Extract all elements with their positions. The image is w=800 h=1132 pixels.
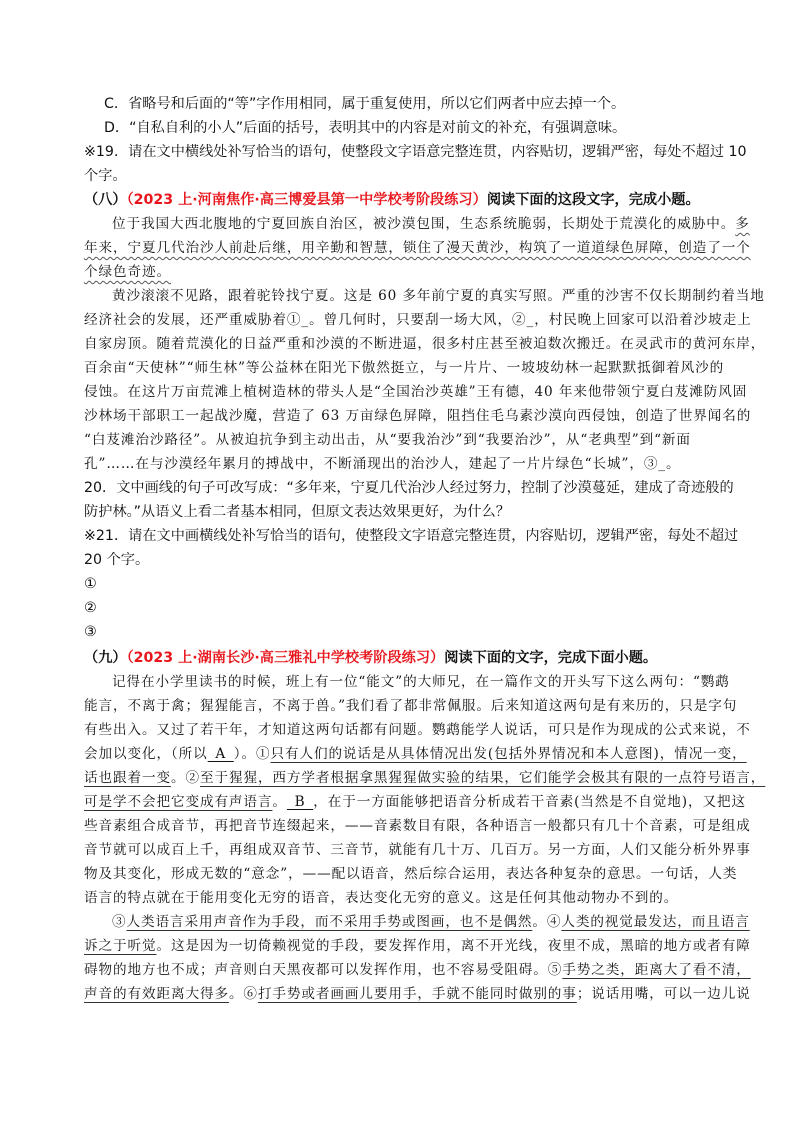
section-8-header: [84, 188, 732, 212]
section-8-instruction: 阅读下面的这段文字，完成小题。: [486, 192, 700, 208]
underlined-sentence-6: 打手势或者画画儿要用手，手就不能同时做别的事: [257, 986, 577, 1002]
section-8-p2-line: 经济社会的发展，还严重威胁着①_。曾几何时，只要刮一场大风，②_，村民晚上回家可以沿着沙坡走上: [84, 312, 752, 328]
section-9-p1-line: 音节就可以成百上千，再组成双音节、三音节，就能有几十万、几百万。另一方面，人们又能分析外界事: [84, 842, 751, 858]
section-9-header: [84, 646, 732, 670]
q21-answer-blank-3[interactable]: ③: [84, 624, 97, 640]
section-9-p1-line: 能言，不离于禽；猩猩能言，不离于兽。”我们看了都非常佩服。后来知道这两句是有来历的，只是字句: [84, 698, 738, 714]
underlined-sentence-2: 至于猩猩，西方学者根据拿黑猩猩做实验的结果，它们能学会极其有限的一点符号语言，: [199, 770, 766, 786]
section-8-p1-line: 位于我国大西北腹地的宁夏回族自治区，被沙漠包围，生态系统脆弱，长期处于荒漠化的威胁中。多: [112, 216, 750, 232]
underlined-sentence-5: 手势之类，距离大了看不清，: [562, 962, 751, 978]
underlined-sentence-4: 诉之于听觉: [84, 938, 157, 954]
underlined-sentence-2: 可是学不会把它变成有声语言: [84, 794, 273, 810]
section-9-p1-line: 语言的特点就在于能用变化无穷的语音，表达变化无穷的意义。这是任何其他动物办不到的。: [84, 890, 679, 906]
underlined-sentence-4: 人类的视觉最发达，而且语言: [561, 914, 750, 930]
wavy-underline: 多: [735, 216, 750, 232]
section-8-p1-line: [84, 260, 732, 284]
section-8-p2-line: 沙林场干部职工一起战沙魔，营造了 63 万亩绿色屏障，阻挡住毛乌素沙漠向西侵蚀，创造了世界闻名的: [84, 408, 752, 424]
section-9-p1-line: 记得在小学里读书的时候，班上有一位“能文”的大师兄，在一篇作文的开头写下这么两句：“鹦鹉: [112, 674, 730, 690]
q21-prompt: ※21．请在文中画横线处补写恰当的语句，使整段文字语意完整连贯，内容贴切，逻辑严密，每处不超过: [84, 528, 739, 544]
section-9-p2-line: 碍物的地方也不成；声音则白天黑夜都可以发挥作用，也不容易受阻碍。⑤手势之类，距离大了看不清，: [84, 962, 751, 978]
section-9-source: （2023 上·湖南长沙·高三雅礼中学校考阶段练习）: [126, 650, 445, 666]
section-9-p1-line: 物及其变化，形成无数的“意念”，——配以语音，然后综合运用，表达各种复杂的意思。一句话，人类: [84, 866, 738, 882]
underlined-sentence-5: 声音的有效距离大得多: [84, 986, 229, 1002]
section-8-p1-line: [84, 236, 751, 260]
q21-answer-blank-2[interactable]: ②: [84, 600, 97, 616]
section-9-p1-line: 有些出入。又过了若干年，才知道这两句话都有问题。鹦鹉能学人说话，可只是作为现成的公式来说，不: [84, 722, 751, 738]
section-8-p2-line: “白芨滩治沙路径”。从被迫抗争到主动出击，从“要我治沙”到“我要治沙”，从“老典型”到“新面: [84, 432, 691, 448]
q18-option-c: C．省略号和后面的“等”字作用相同，属于重复使用，所以它们两者中应去掉一个。: [104, 96, 626, 112]
q21-prompt-cont: 20 个字。: [84, 552, 150, 568]
section-9-p1-line: 些音素组合成音节，再把音节连缀起来，——音素数目有限，各种语言一般都只有几十个音素，可是组成: [84, 818, 751, 834]
blank-b[interactable]: B: [286, 794, 314, 810]
section-9-p2-line: 诉之于听觉。这是因为一切倚赖视觉的手段，要发挥作用，离不开光线，夜里不成，黑暗的地方或者有障: [84, 938, 751, 954]
section-8-p2-line: 孔”……在与沙漠经年累月的搏战中，不断涌现出的治沙人，建起了一片片绿色“长城”，③_。: [84, 456, 681, 472]
section-8-p2-line: 自家房顶。随着荒漠化的日益严重和沙漠的不断进逼，很多村庄甚至被迫数次搬迁。在灵武市的黄河东岸，: [84, 336, 766, 352]
section-9-p1-line: 可是学不会把它变成有声语言。 B ，在于一方面能够把语音分析成若干音素(当然是不自觉地)，又把这: [84, 794, 746, 810]
q19-prompt-cont: 个字。: [84, 168, 127, 184]
wavy-underline: 年来，宁夏几代治沙人前赴后继，用辛勤和智慧，锁住了漫天黄沙，构筑了一道道绿色屏障，创造了一个: [84, 240, 751, 256]
section-8-p2-line: 黄沙滚滚不见路，跟着驼铃找宁夏。这是 60 多年前宁夏的真实写照。严重的沙害不仅长期制约着当地: [112, 288, 765, 304]
section-8-source: （2023 上·河南焦作·高三博爱县第一中学校考阶段练习）: [126, 192, 487, 208]
section-8-p2-line: 百余亩“天使林”“师生林”等公益林在阳光下傲然挺立，与一片片、一坡坡幼林一起默默抵御着风沙的: [84, 360, 725, 376]
section-9-p2-line: ③人类语言采用声音作为手段，而不采用手势或图画，也不是偶然。④人类的视觉最发达，而且语言: [112, 914, 750, 930]
section-9-number: （九）: [84, 650, 127, 666]
section-8-p2-line: 侵蚀。在这片万亩荒滩上植树造林的带头人是“全国治沙英雄”王有德，40 年来他带领宁夏白芨滩防风固: [84, 384, 748, 400]
section-9-p1-line: 话也跟着一变。②至于猩猩，西方学者根据拿黑猩猩做实验的结果，它们能学会极其有限的一点符号语言，: [84, 770, 766, 786]
underlined-sentence-1: 话也跟着一变: [84, 770, 171, 786]
q20-prompt: 20．文中画线的句子可改写成：“多年来，宁夏几代治沙人经过努力，控制了沙漠蔓延，建成了奇迹般的: [84, 480, 734, 496]
section-8-number: （八）: [84, 192, 127, 208]
wavy-underline: 个绿色奇迹。: [84, 264, 171, 280]
underlined-sentence-1: 只有人们的说话是从具体情况出发(包括外界情况和本人意图)，情况一变，: [270, 746, 747, 762]
q18-option-d: D．“自私自利的小人”后面的括号，表明其中的内容是对前文的补充，有强调意味。: [104, 120, 627, 136]
document-content: [84, 92, 766, 1006]
section-9-instruction: 阅读下面的文字，完成下面小题。: [444, 650, 658, 666]
section-9-p1-line: 会加以变化，（所以 A ）。①只有人们的说话是从具体情况出发(包括外界情况和本人意图)，情况一变，: [84, 746, 747, 762]
q19-prompt: ※19．请在文中横线处补写恰当的语句，使整段文字语意完整连贯，内容贴切，逻辑严密，每处不超过 10: [84, 144, 747, 160]
q21-answer-blank-1[interactable]: ①: [84, 576, 97, 592]
blank-a[interactable]: A: [207, 746, 234, 762]
underlined-sentence-3: 人类语言采用声音作为手段，而不采用手势或图画，也不是偶然: [126, 914, 533, 930]
q20-prompt-cont: 防护林。”从语义上看二者基本相同，但原文表达效果更好，为什么？: [84, 504, 510, 520]
section-9-p2-line: 声音的有效距离大得多。⑥打手势或者画画儿要用手，手就不能同时做别的事；说话用嘴，可以一边儿说: [84, 986, 751, 1002]
